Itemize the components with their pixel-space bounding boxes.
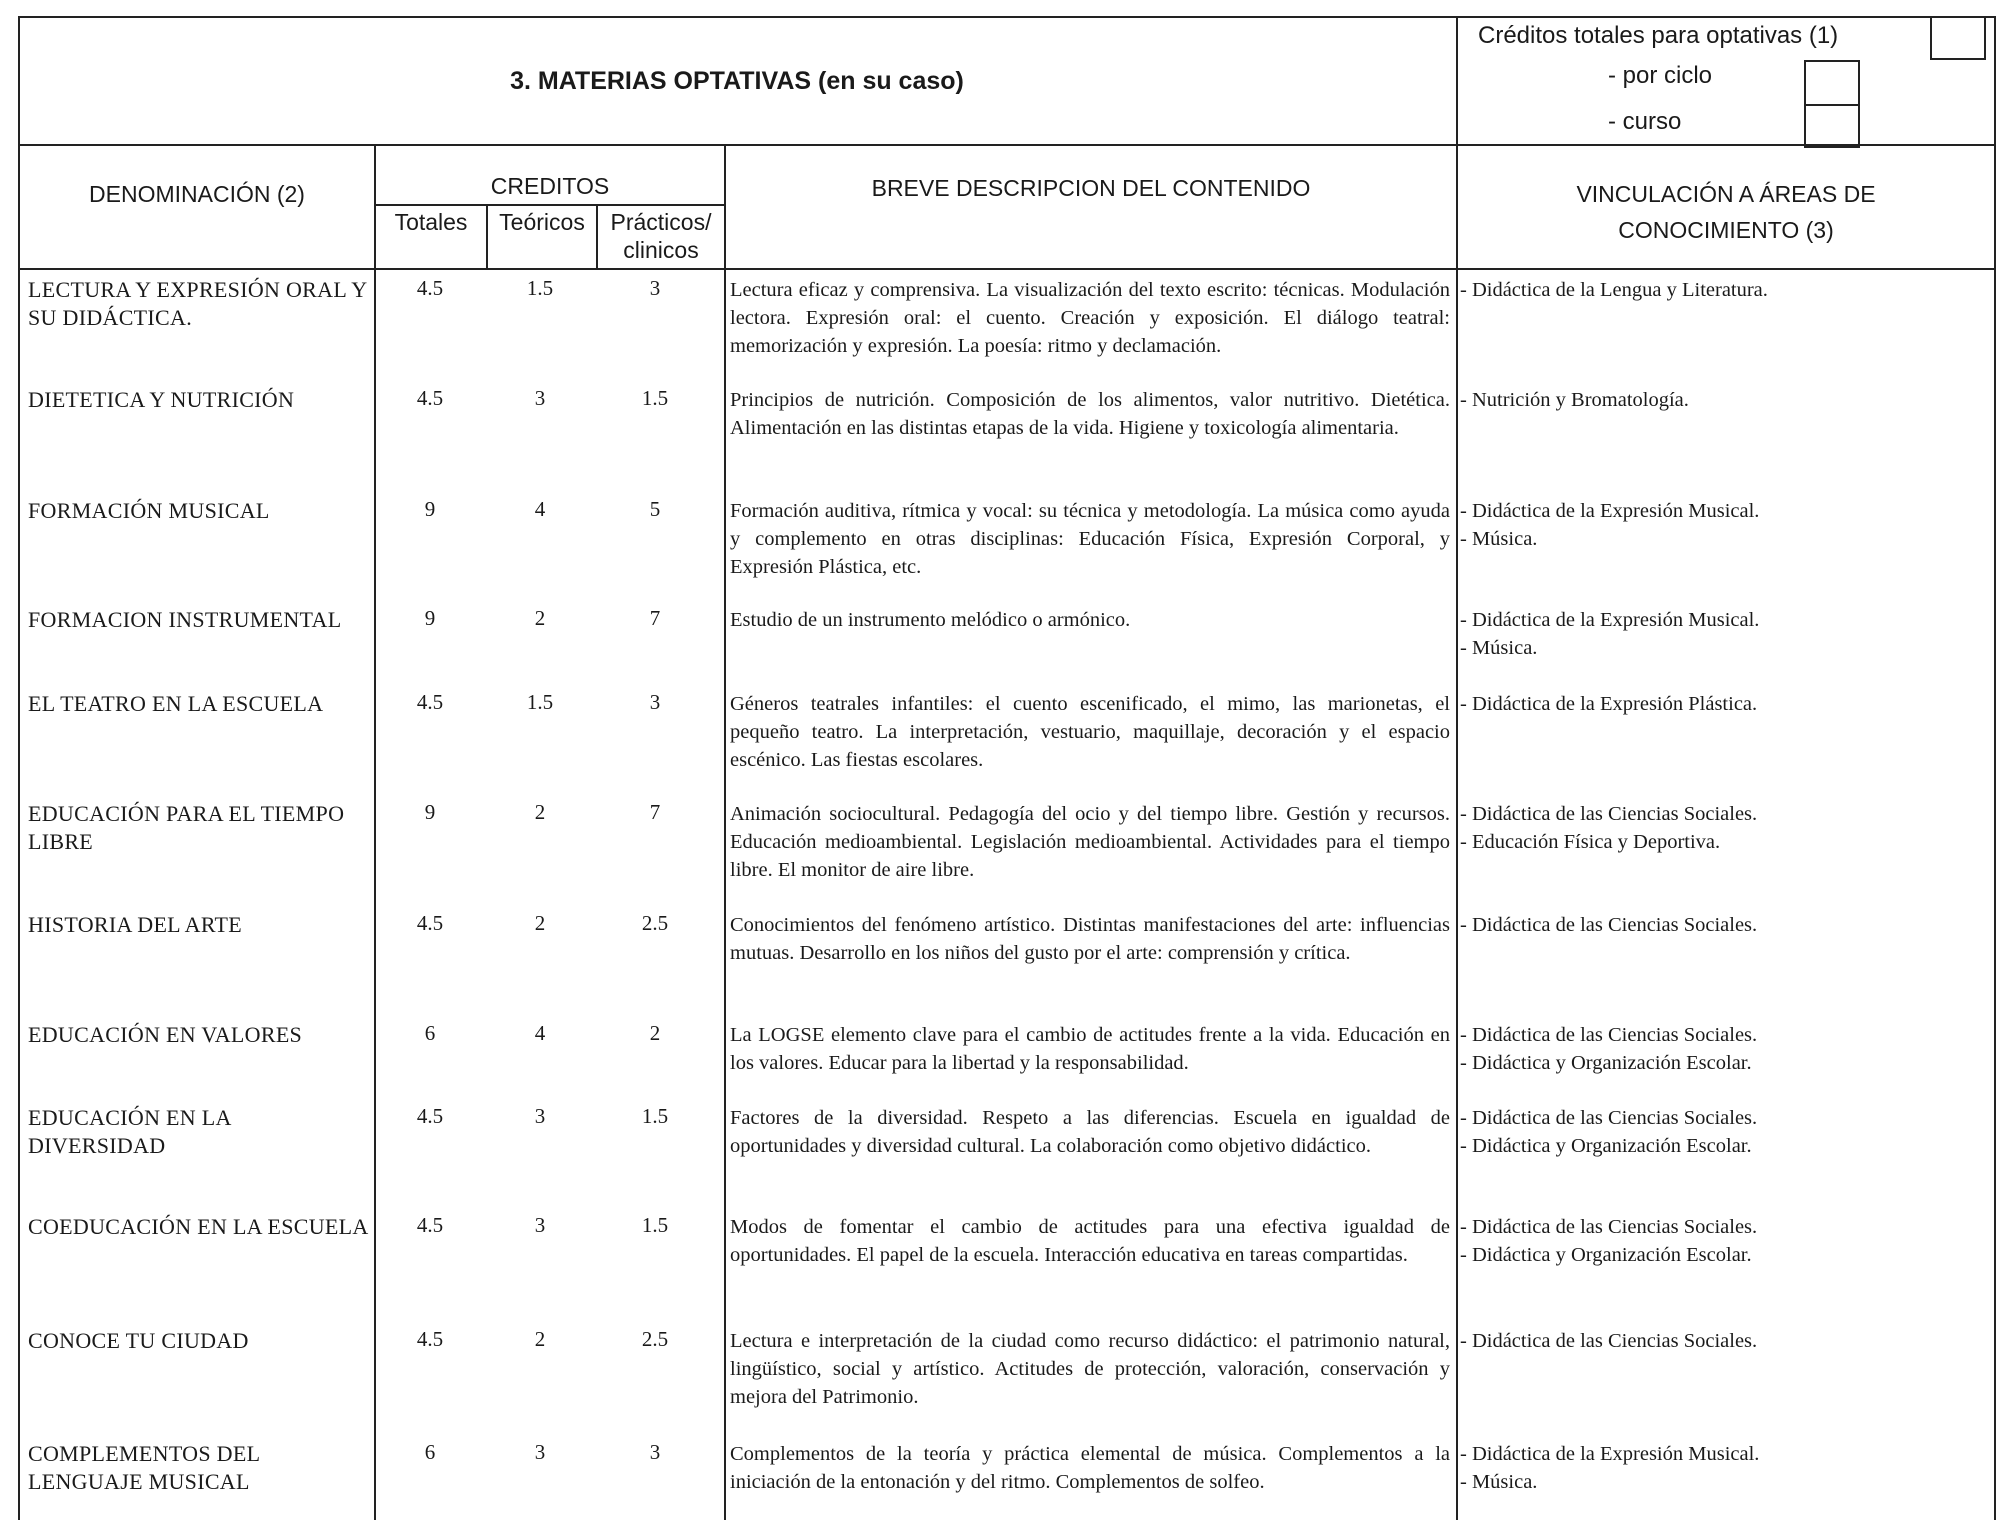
credits-teoricos: 4 xyxy=(534,1021,546,1045)
credits-practicos: 1.5 xyxy=(641,386,669,410)
subject-description: Géneros teatrales infantiles: el cuento escenificado, el mimo, las marionetas, el pequeño teatro. La interpretación, vestuario, maquillaje, decoración y el espacio escénico. Las fiestas escolares. xyxy=(730,693,1450,771)
header-creditos: CREDITOS xyxy=(490,173,610,199)
credits-practicos: 2 xyxy=(649,1021,661,1045)
knowledge-areas xyxy=(1460,690,1980,718)
subject-name: EDUCACIÓN EN LA DIVERSIDAD xyxy=(28,1105,231,1158)
credits-subheader-divider xyxy=(374,204,724,206)
subject-name: CONOCE TU CIUDAD xyxy=(28,1328,249,1353)
credits-totales: 4.5 xyxy=(416,1104,444,1128)
subject-name: DIETETICA Y NUTRICIÓN xyxy=(28,387,295,412)
knowledge-areas xyxy=(1460,1021,1980,1077)
section-title: 3. MATERIAS OPTATIVAS (en su caso) xyxy=(510,66,964,95)
header-practicos xyxy=(598,208,724,264)
credits-teoricos: 3 xyxy=(534,1440,546,1464)
credits-teoricos: 2 xyxy=(534,1327,546,1351)
credits-practicos: 3 xyxy=(649,690,661,714)
credits-practicos: 2.5 xyxy=(641,911,669,935)
column-divider-credits xyxy=(374,144,376,1520)
credits-practicos: 1.5 xyxy=(641,1213,669,1237)
credits-practicos: 5 xyxy=(649,497,661,521)
knowledge-areas xyxy=(1460,276,1980,304)
subject-name: EL TEATRO EN LA ESCUELA xyxy=(28,691,324,716)
area-item: - Música. xyxy=(1460,1471,1538,1493)
header-practicos-line2: clinicos xyxy=(623,237,699,263)
knowledge-areas xyxy=(1460,497,1980,553)
header-divider xyxy=(18,144,1996,146)
area-item: - Educación Física y Deportiva. xyxy=(1460,831,1721,853)
credits-teoricos: 2 xyxy=(534,606,546,630)
subject-description: La LOGSE elemento clave para el cambio de actitudes frente a la vida. Educación en los valores. Educar para la libertad y la responsabilidad. xyxy=(730,1024,1450,1074)
knowledge-areas xyxy=(1460,1104,1980,1160)
area-item: - Nutrición y Bromatología. xyxy=(1460,389,1689,411)
credits-totales: 4.5 xyxy=(416,911,444,935)
area-item: - Didáctica de las Ciencias Sociales. xyxy=(1460,1216,1758,1238)
credits-totales: 9 xyxy=(424,800,436,824)
subject-description: Complementos de la teoría y práctica elemental de música. Complementos a la iniciación de la entonación y del ritmo. Complementos de solfeo. xyxy=(730,1443,1450,1493)
per-cycle-box[interactable] xyxy=(1804,60,1860,106)
header-vinculacion-line2: CONOCIMIENTO (3) xyxy=(1618,217,1834,243)
subject-description: Conocimientos del fenómeno artístico. Distintas manifestaciones del arte: influencias mutuas. Desarrollo en los niños del gusto por el arte: comprensión y crítica. xyxy=(730,914,1450,964)
credits-totales: 9 xyxy=(424,497,436,521)
column-divider-description xyxy=(724,144,726,1520)
subject-description: Formación auditiva, rítmica y vocal: su técnica y metodología. La música como ayuda y complemento en otras disciplinas: Educación Física, Expresión Corporal, y Expresión Plástica, etc. xyxy=(730,500,1450,578)
total-credits-label: Créditos totales para optativas (1) xyxy=(1478,22,1839,49)
subject-name: LECTURA Y EXPRESIÓN ORAL Y SU DIDÁCTICA. xyxy=(28,277,367,330)
per-cycle-label: - por ciclo xyxy=(1608,62,1713,89)
area-item: - Didáctica y Organización Escolar. xyxy=(1460,1244,1752,1266)
knowledge-areas xyxy=(1460,386,1980,414)
credits-teoricos: 1.5 xyxy=(526,690,554,714)
area-item: - Didáctica de las Ciencias Sociales. xyxy=(1460,914,1758,936)
per-course-label: - curso xyxy=(1608,108,1682,135)
credits-teoricos: 2 xyxy=(534,800,546,824)
subject-description: Animación sociocultural. Pedagogía del ocio y del tiempo libre. Gestión y recursos. Educación medioambiental. Legislación medioambiental. Actividades para el tiempo libre. El monitor de aire libre. xyxy=(730,803,1450,881)
subject-description: Estudio de un instrumento melódico o armónico. xyxy=(730,609,1131,631)
subject-description: Principios de nutrición. Composición de los alimentos, valor nutritivo. Dietética. Alimentación en las distintas etapas de la vida. Higiene y toxicología alimentaria. xyxy=(730,389,1450,439)
header-vinculacion-line1: VINCULACIÓN A ÁREAS DE xyxy=(1576,181,1876,207)
credits-totales: 4.5 xyxy=(416,1327,444,1351)
knowledge-areas xyxy=(1460,800,1980,856)
credits-teoricos: 3 xyxy=(534,1213,546,1237)
knowledge-areas xyxy=(1460,1440,1980,1496)
credits-teoricos: 1.5 xyxy=(526,276,554,300)
subject-description: Factores de la diversidad. Respeto a las diferencias. Escuela en igualdad de oportunidades y diversidad cultural. La colaboración como objetivo didáctico. xyxy=(730,1107,1450,1157)
credits-totales: 4.5 xyxy=(416,386,444,410)
area-item: - Didáctica de la Expresión Plástica. xyxy=(1460,693,1758,715)
header-teoricos: Teóricos xyxy=(499,209,585,235)
credits-practicos: 1.5 xyxy=(641,1104,669,1128)
credits-totales: 4.5 xyxy=(416,690,444,714)
subject-description: Lectura e interpretación de la ciudad como recurso didáctico: el patrimonio natural, lingüístico, social y artístico. Actitudes de protección, valoración, conservación y mejora del Patrimonio. xyxy=(730,1330,1450,1408)
header-practicos-line1: Prácticos/ xyxy=(610,209,712,235)
area-item: - Didáctica de la Lengua y Literatura. xyxy=(1460,279,1768,301)
area-item: - Didáctica de las Ciencias Sociales. xyxy=(1460,1107,1758,1129)
credits-totales: 6 xyxy=(424,1021,436,1045)
credits-practicos: 2.5 xyxy=(641,1327,669,1351)
area-item: - Didáctica de la Expresión Musical. xyxy=(1460,1443,1760,1465)
subject-name: FORMACION INSTRUMENTAL xyxy=(28,607,342,632)
subject-name: COMPLEMENTOS DEL LENGUAJE MUSICAL xyxy=(28,1441,260,1494)
credits-totales: 4.5 xyxy=(416,276,444,300)
optional-credits-panel xyxy=(1458,18,1994,144)
area-item: - Didáctica de las Ciencias Sociales. xyxy=(1460,1330,1758,1352)
header-totales: Totales xyxy=(394,209,468,235)
area-item: - Música. xyxy=(1460,528,1538,550)
credits-totales: 9 xyxy=(424,606,436,630)
area-item: - Didáctica de las Ciencias Sociales. xyxy=(1460,803,1758,825)
knowledge-areas xyxy=(1460,911,1980,939)
area-item: - Música. xyxy=(1460,637,1538,659)
area-item: - Didáctica de la Expresión Musical. xyxy=(1460,500,1760,522)
credits-totales: 6 xyxy=(424,1440,436,1464)
subject-description: Modos de fomentar el cambio de actitudes para una efectiva igualdad de oportunidades. El papel de la escuela. Interacción educativa en tareas compartidas. xyxy=(730,1216,1450,1266)
header-vinculacion xyxy=(1458,176,1994,248)
credits-practicos: 3 xyxy=(649,276,661,300)
header-denominacion: DENOMINACIÓN (2) xyxy=(89,181,305,207)
header-descripcion: BREVE DESCRIPCION DEL CONTENIDO xyxy=(871,175,1311,201)
credits-practicos: 7 xyxy=(649,606,661,630)
total-credits-box[interactable] xyxy=(1930,16,1986,60)
credits-teoricos: 4 xyxy=(534,497,546,521)
credits-teoricos: 3 xyxy=(534,1104,546,1128)
subject-name: EDUCACIÓN EN VALORES xyxy=(28,1022,303,1047)
subject-name: COEDUCACIÓN EN LA ESCUELA xyxy=(28,1214,369,1239)
credits-teoricos: 2 xyxy=(534,911,546,935)
knowledge-areas xyxy=(1460,606,1980,662)
column-header-divider xyxy=(18,268,1996,270)
per-course-box[interactable] xyxy=(1804,104,1860,148)
area-item: - Didáctica y Organización Escolar. xyxy=(1460,1135,1752,1157)
subject-description: Lectura eficaz y comprensiva. La visualización del texto escrito: técnicas. Modulación lectora. Expresión oral: el cuento. Creación y exposición. El diálogo teatral: memorización y expresión. La poesía: ritmo y declamación. xyxy=(730,279,1450,357)
credits-practicos: 3 xyxy=(649,1440,661,1464)
credits-practicos: 7 xyxy=(649,800,661,824)
area-item: - Didáctica de la Expresión Musical. xyxy=(1460,609,1760,631)
knowledge-areas xyxy=(1460,1327,1980,1355)
knowledge-areas xyxy=(1460,1213,1980,1269)
area-item: - Didáctica de las Ciencias Sociales. xyxy=(1460,1024,1758,1046)
subject-name: EDUCACIÓN PARA EL TIEMPO LIBRE xyxy=(28,801,345,854)
credits-totales: 4.5 xyxy=(416,1213,444,1237)
area-item: - Didáctica y Organización Escolar. xyxy=(1460,1052,1752,1074)
subject-name: HISTORIA DEL ARTE xyxy=(28,912,243,937)
subject-name: FORMACIÓN MUSICAL xyxy=(28,498,270,523)
credits-teoricos: 3 xyxy=(534,386,546,410)
